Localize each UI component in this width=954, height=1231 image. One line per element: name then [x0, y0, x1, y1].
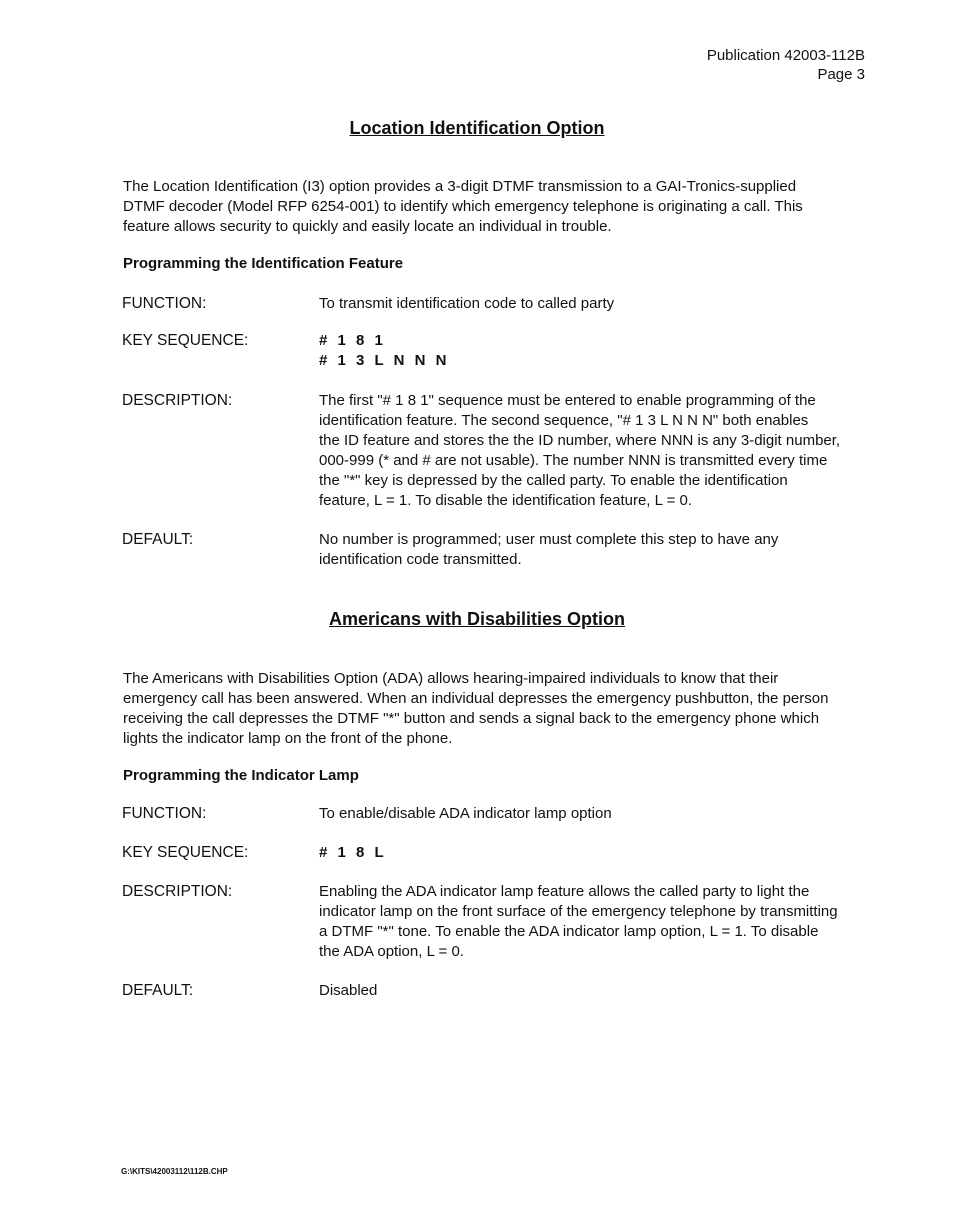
default-label: DEFAULT:: [122, 982, 194, 999]
publication-number: Publication 42003-112B: [706, 47, 865, 64]
section1-subheading: Programming the Identification Feature: [123, 255, 404, 272]
description-label: DESCRIPTION:: [122, 883, 233, 900]
section1-intro: The Location Identification (I3) option provides a 3-digit DTMF transmission to a GAI-Tronics-supplied DTMF decoder (Model RFP 6254-001) to identify which emergency telephone is originating a call. This feature allows security to quickly and easily locate an individual in trouble.: [123, 178, 803, 235]
description-value: The first "# 1 8 1" sequence must be entered to enable programming of the identification feature. The second sequence, "# 1 3 L N N N" both enables the ID feature and stores the the ID number, where NNN is any 3-digit number, 000-999 (* and # are not usable). The number NNN is transmitted every time the "*" key is depressed by the called party. To enable the identification feature, L = 1. To disable the identification feature, L = 0.: [319, 392, 841, 509]
default-label: DEFAULT:: [122, 531, 194, 548]
function-label: FUNCTION:: [122, 805, 207, 822]
section-title-ada: Americans with Disabilities Option: [328, 609, 626, 629]
file-path-footer: G:\KITS\42003112\112B.CHP: [121, 1167, 228, 1176]
default-value: Disabled: [319, 982, 378, 999]
default-value: No number is programmed; user must complete this step to have any identification code transmitted.: [319, 531, 779, 568]
function-value: To enable/disable ADA indicator lamp option: [319, 805, 612, 822]
page-number: Page 3: [817, 66, 865, 83]
function-value: To transmit identification code to called party: [319, 295, 615, 312]
description-label: DESCRIPTION:: [122, 392, 233, 409]
description-value: Enabling the ADA indicator lamp feature allows the called party to light the indicator lamp on the front surface of the emergency telephone by transmitting a DTMF "*" tone. To enable the ADA indicator lamp option, L = 1. To disable the ADA option, L = 0.: [319, 883, 838, 960]
keyseq-label: KEY SEQUENCE:: [122, 844, 249, 861]
keyseq-value: # 1 8 1 # 1 3 L N N N: [319, 332, 450, 369]
publication-header: [707, 46, 865, 84]
function-label: FUNCTION:: [122, 295, 207, 312]
keyseq-value: # 1 8 L: [319, 844, 387, 861]
section2-intro: The Americans with Disabilities Option (ADA) allows hearing-impaired individuals to know that their emergency call has been answered. When an individual depresses the emergency pushbutton, the person receiving the call depresses the DTMF "*" button and sends a signal back to the emergency phone which lights the indicator lamp on the front of the phone.: [123, 670, 829, 747]
section-title-location-identification: Location Identification Option: [349, 118, 605, 138]
keyseq-label: KEY SEQUENCE:: [122, 332, 249, 349]
section2-subheading: Programming the Indicator Lamp: [123, 767, 359, 784]
